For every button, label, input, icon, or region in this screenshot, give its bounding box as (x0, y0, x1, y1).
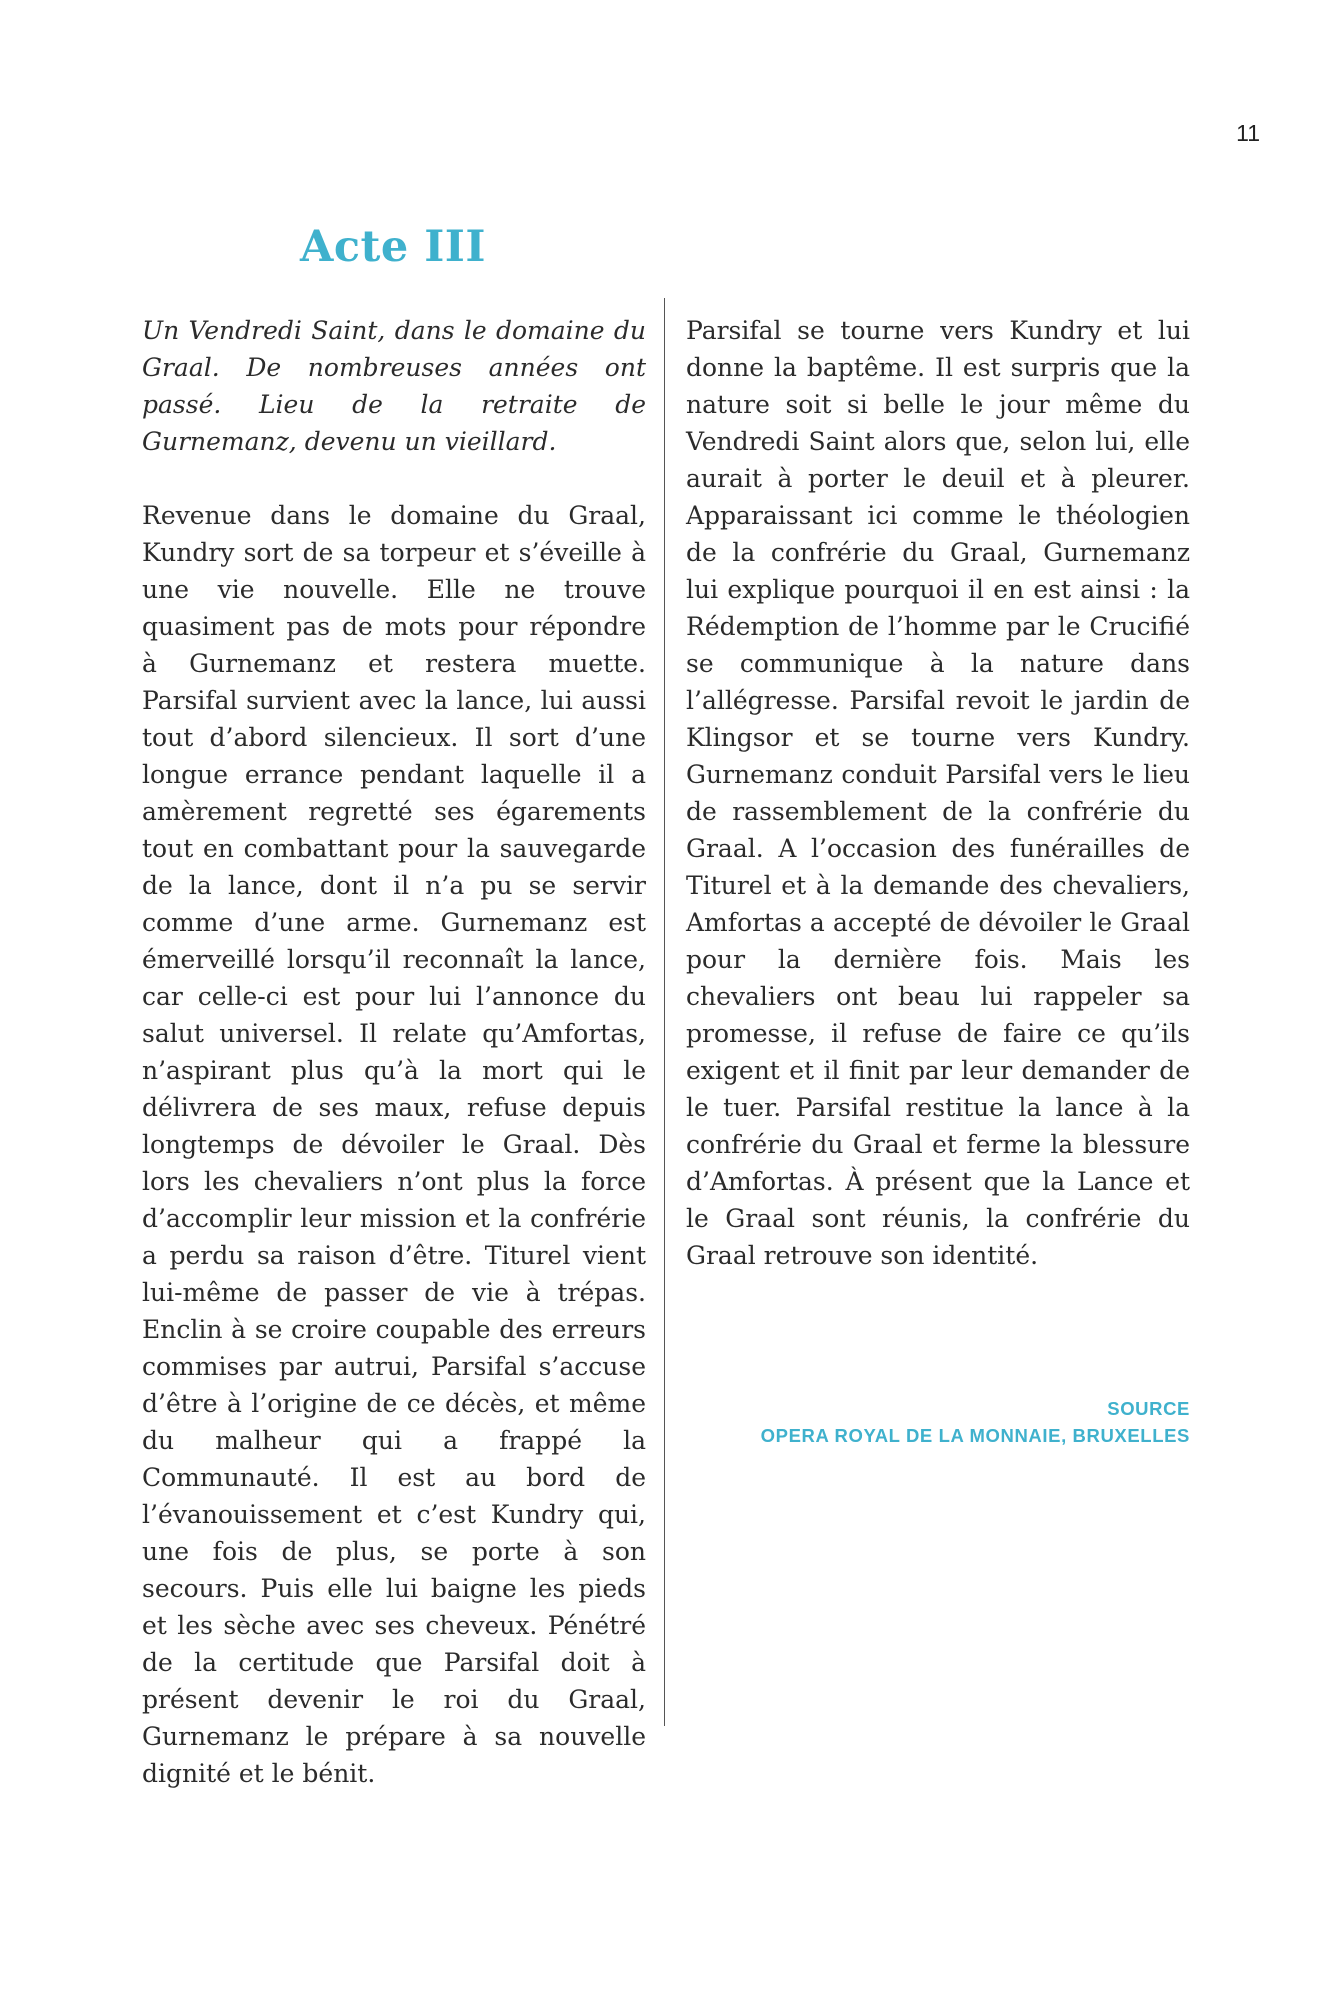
source-label: SOURCE (1107, 1398, 1190, 1419)
page-number: 11 (1236, 120, 1260, 146)
synopsis-left: Revenue dans le domaine du Graal, Kundry sort de sa torpeur et s’éveille à une vie nouvelle. Elle ne trouve quasiment pas de mots pour répondre à Gurnemanz et restera muette. Parsifal survient avec la lance, lui aussi tout d’abord silencieux. Il sort d’une longue errance pendant laquelle il a amèrement regretté ses égarements tout en combattant pour la sauvegarde de la lance, dont il n’a pu se servir comme d’une arme. Gurnemanz est émerveillé lorsqu’il reconnaît la lance, car celle-ci est pour lui l’annonce du salut universel. Il relate qu’Amfortas, n’aspirant plus qu’à la mort qui le délivrera de ses maux, refuse depuis longtemps de dévoiler le Graal. Dès lors les chevaliers n’ont plus la force d’accomplir leur mission et la confrérie a perdu sa raison d’être. Titurel vient lui-même de passer de vie à trépas. Enclin à se croire coupable des erreurs commises par autrui, Parsifal s’accuse d’être à l’origine de ce décès, et même du malheur qui a frappé la Communauté. Il est au bord de l’évanouissement et c’est Kundry qui, une fois de plus, se porte à son secours. Puis elle lui baigne les pieds et les sèche avec ses cheveux. Pénétré de la certitude que Parsifal doit à présent devenir le roi du Graal, Gurnemanz le prépare à sa nouvelle dignité et le bénit. (142, 501, 646, 1788)
source-text: OPERA ROYAL DE LA MONNAIE, BRUXELLES (760, 1425, 1190, 1446)
left-column (142, 312, 646, 1792)
source-credit (686, 1395, 1190, 1449)
scene-intro: Un Vendredi Saint, dans le domaine du Graal. De nombreuses années ont passé. Lieu de la retraite de Gurnemanz, devenu un vieillard. (142, 316, 646, 456)
act-title: Acte III (299, 222, 487, 272)
column-divider (664, 298, 665, 1726)
synopsis-right: Parsifal se tourne vers Kundry et lui donne la baptême. Il est surpris que la nature soit si belle le jour même du Vendredi Saint alors que, selon lui, elle aurait à porter le deuil et à pleurer. Apparaissant ici comme le théologien de la confrérie du Graal, Gurnemanz lui explique pourquoi il en est ainsi : la Rédemption de l’homme par le Crucifié se communique à la nature dans l’allégresse. Parsifal revoit le jardin de Klingsor et se tourne vers Kundry. Gurnemanz conduit Parsifal vers le lieu de rassemblement de la confrérie du Graal. A l’occasion des funérailles de Titurel et à la demande des chevaliers, Amfortas a accepté de dévoiler le Graal pour la dernière fois. Mais les chevaliers ont beau lui rappeler sa promesse, il refuse de faire ce qu’ils exigent et il finit par leur demander de le tuer. Parsifal restitue la lance à la confrérie du Graal et ferme la blessure d’Amfortas. À présent que la Lance et le Graal sont réunis, la confrérie du Graal retrouve son identité. (686, 316, 1190, 1270)
right-column (686, 312, 1190, 1274)
